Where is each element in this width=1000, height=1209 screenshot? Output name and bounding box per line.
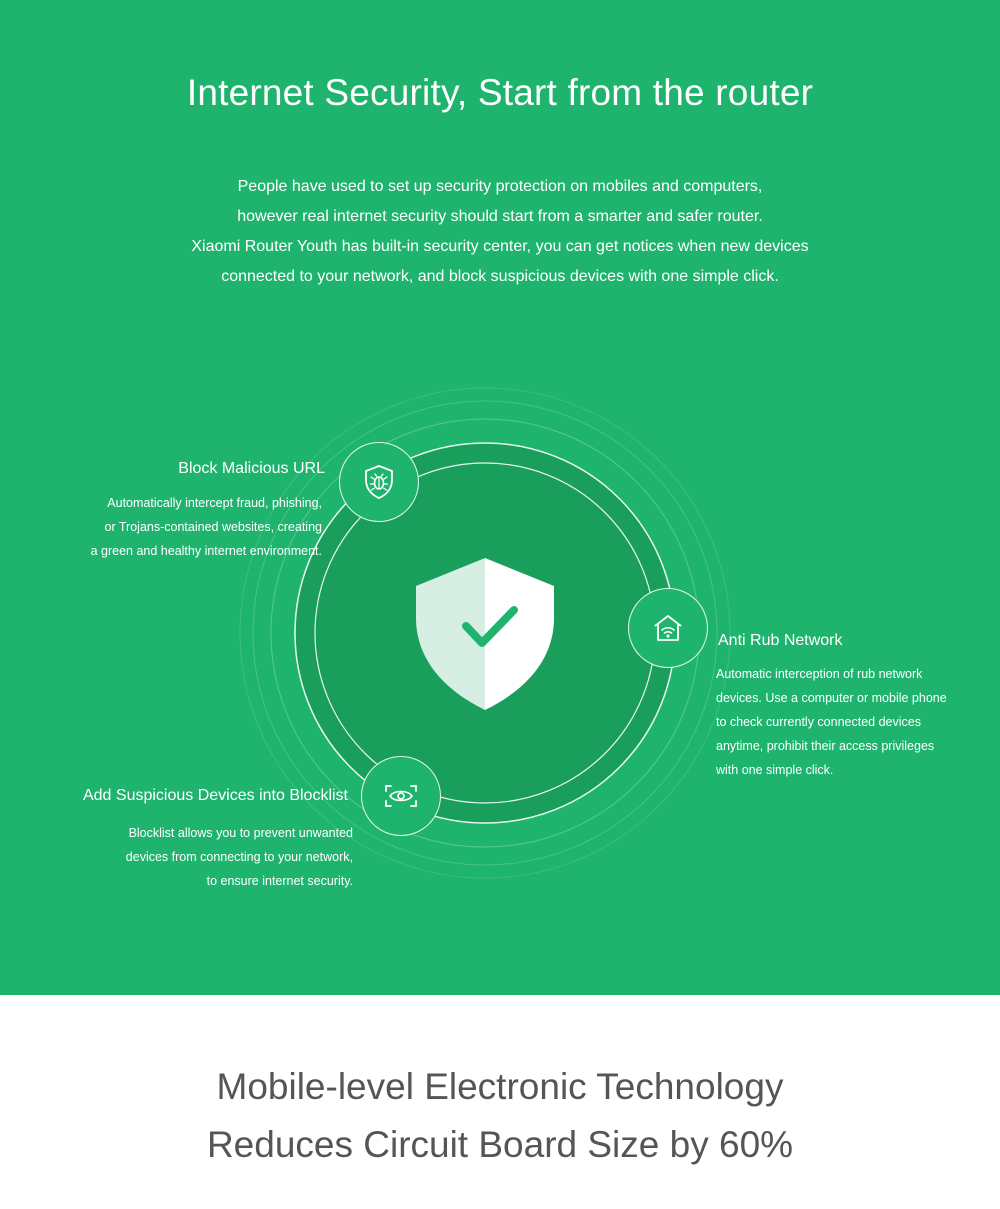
- intro-line: however real internet security should start from a smarter and safer router.: [237, 208, 763, 225]
- block-url-desc: [91, 491, 322, 563]
- circuit-board-heading: [0, 1058, 1000, 1174]
- desc-line: with one simple click.: [716, 763, 834, 777]
- anti-rub-node: [628, 588, 708, 668]
- intro-line: People have used to set up security protection on mobiles and computers,: [237, 178, 763, 195]
- section-title: Internet Security, Start from the router: [186, 72, 814, 113]
- desc-line: to check currently connected devices: [716, 715, 921, 729]
- heading-line: Reduces Circuit Board Size by 60%: [206, 1124, 794, 1165]
- blocklist-node: [361, 756, 441, 836]
- intro-line: Xiaomi Router Youth has built-in security center, you can get notices when new devices: [191, 238, 809, 255]
- desc-line: devices from connecting to your network,: [125, 850, 353, 864]
- eye-scan-icon: [384, 784, 418, 808]
- desc-line: anytime, prohibit their access privileges: [716, 739, 935, 753]
- block-url-node: [339, 442, 419, 522]
- bug-shield-icon: [362, 464, 396, 500]
- anti-rub-title: Anti Rub Network: [718, 632, 843, 649]
- anti-rub-desc: [716, 662, 947, 782]
- desc-line: Automatically intercept fraud, phishing,: [107, 496, 322, 510]
- wifi-home-icon: [651, 613, 685, 643]
- desc-line: Automatic interception of rub network: [716, 667, 923, 681]
- blocklist-desc: [126, 821, 353, 893]
- intro-line: connected to your network, and block suspicious devices with one simple click.: [221, 268, 779, 285]
- desc-line: to ensure internet security.: [206, 874, 353, 888]
- desc-line: Blocklist allows you to prevent unwanted: [128, 826, 353, 840]
- block-url-title: Block Malicious URL: [178, 460, 325, 477]
- desc-line: or Trojans-contained websites, creating: [104, 520, 322, 534]
- blocklist-title: Add Suspicious Devices into Blocklist: [82, 787, 348, 804]
- desc-line: devices. Use a computer or mobile phone: [716, 691, 947, 705]
- heading-line: Mobile-level Electronic Technology: [216, 1066, 784, 1107]
- desc-line: a green and healthy internet environment.: [90, 544, 322, 558]
